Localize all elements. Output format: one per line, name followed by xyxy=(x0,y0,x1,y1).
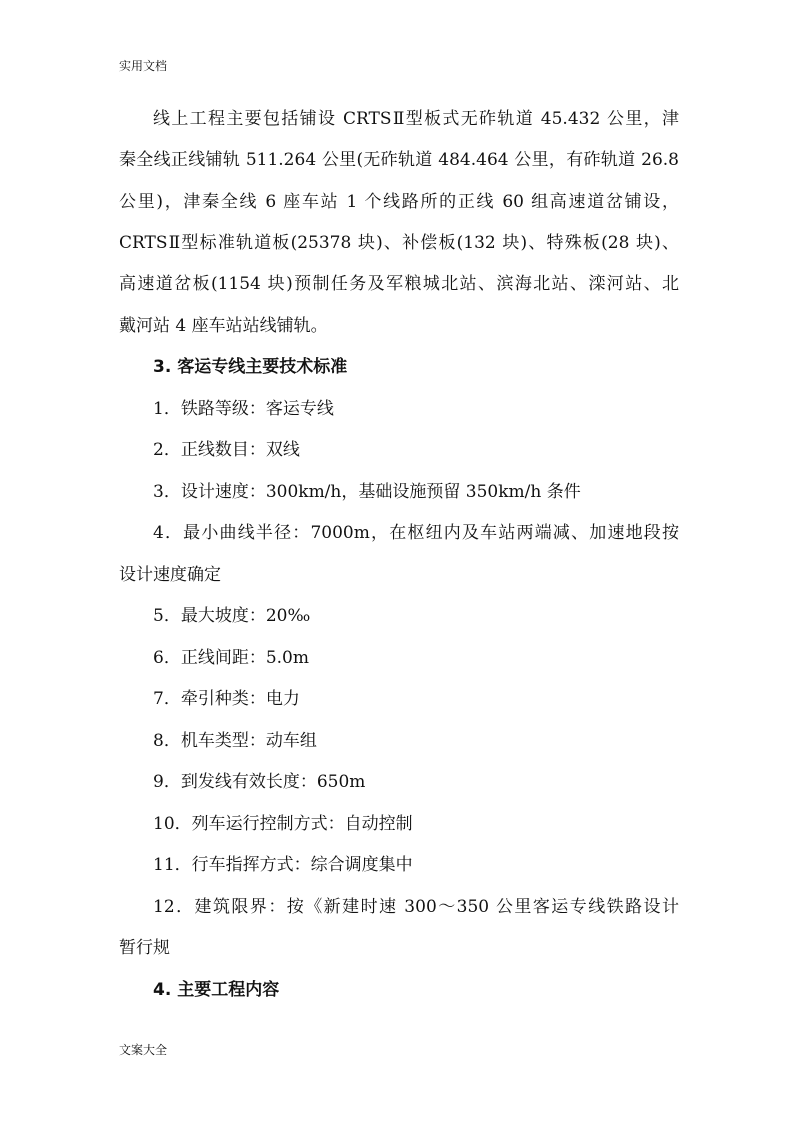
page-footer-label: 文案大全 xyxy=(119,1043,168,1057)
page-header-label: 实用文档 xyxy=(119,59,168,73)
standard-item: 1．铁路等级：客运专线 xyxy=(153,399,334,419)
section-4-heading: 4. 主要工程内容 xyxy=(153,980,280,1000)
standard-item: 10．列车运行控制方式：自动控制 xyxy=(153,814,413,834)
standard-item: 2．正线数目：双线 xyxy=(153,440,300,460)
intro-line: 秦全线正线铺轨 511.264 公里(无砟轨道 484.464 公里，有砟轨道 26.8 xyxy=(119,150,679,170)
intro-line: 高速道岔板(1154 块)预制任务及军粮城北站、滨海北站、滦河站、北 xyxy=(119,274,679,294)
intro-line: 线上工程主要包括铺设 CRTSⅡ型板式无砟轨道 45.432 公里，津 xyxy=(153,109,679,129)
intro-line: CRTSⅡ型标准轨道板(25378 块)、补偿板(132 块)、特殊板(28 块)、 xyxy=(119,233,679,253)
standard-item-continuation: 暂行规 xyxy=(119,938,170,958)
standard-item: 12．建筑限界：按《新建时速 300～350 公里客运专线铁路设计 xyxy=(153,897,679,917)
standard-item-continuation: 设计速度确定 xyxy=(119,565,221,585)
standard-item: 11．行车指挥方式：综合调度集中 xyxy=(153,855,413,875)
standard-item: 3．设计速度：300km/h，基础设施预留 350km/h 条件 xyxy=(153,482,581,502)
intro-line: 公里)，津秦全线 6 座车站 1 个线路所的正线 60 组高速道岔铺设， xyxy=(119,192,679,212)
standard-item: 5．最大坡度：20‰ xyxy=(153,606,311,626)
intro-line: 戴河站 4 座车站站线铺轨。 xyxy=(119,316,328,336)
standard-item: 7．牵引种类：电力 xyxy=(153,689,300,709)
standard-item: 6．正线间距：5.0m xyxy=(153,648,309,668)
standard-item: 8．机车类型：动车组 xyxy=(153,731,317,751)
standard-item: 9．到发线有效长度：650m xyxy=(153,772,366,792)
standard-item: 4．最小曲线半径：7000m，在枢纽内及车站两端减、加速地段按 xyxy=(153,523,679,543)
section-3-heading: 3. 客运专线主要技术标准 xyxy=(153,357,348,377)
